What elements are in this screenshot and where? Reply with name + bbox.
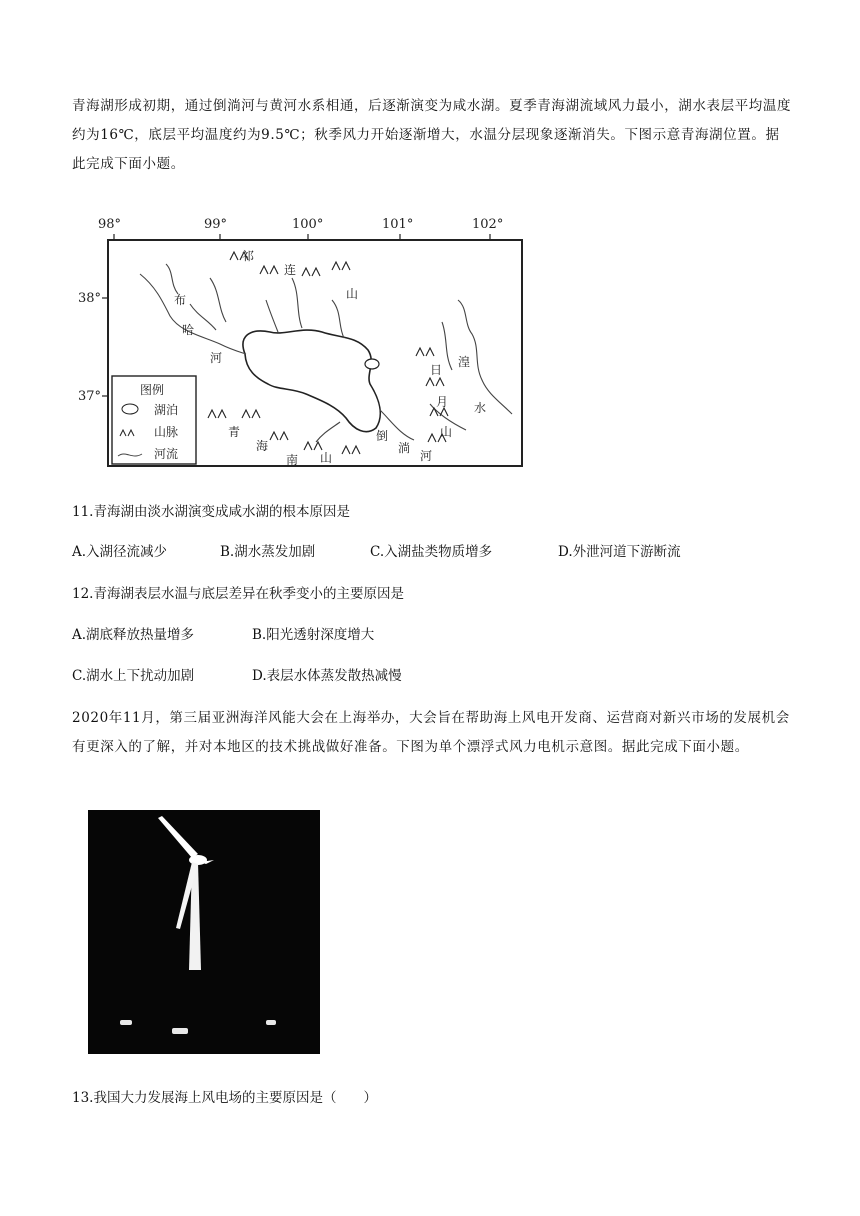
label-shui: 水 <box>474 401 487 415</box>
passage-offshore-wind: 2020年11月，第三届亚洲海洋风能大会在上海举办，大会旨在帮助海上风电开发商、运营商对新兴市场的发展机会有更深入的了解，并对本地区的技术挑战做好准备。下图为单个漂浮式风力电机示意图。据此完成下面小题。 <box>72 710 790 755</box>
label-lian: 连 <box>284 263 297 277</box>
label-yue: 月 <box>436 395 449 409</box>
label-nan: 南 <box>286 453 299 467</box>
option-12-b[interactable]: B.阳光透射深度增大 <box>252 627 375 643</box>
map-legend <box>112 376 196 464</box>
option-12-c[interactable]: C.湖水上下扰动加剧 <box>72 668 195 684</box>
label-huang: 湟 <box>458 355 471 369</box>
longitude-label: 98° <box>98 217 122 232</box>
legend-mountain: 山脉 <box>154 425 179 439</box>
label-ha: 哈 <box>182 323 195 337</box>
label-shan: 山 <box>346 287 359 301</box>
passage-qinghai-lake: 青海湖形成初期，通过倒淌河与黄河水系相通，后逐渐演变为咸水湖。夏季青海湖流域风力最小，湖水表层平均温度约为16℃，底层平均温度约为9.5℃；秋季风力开始逐渐增大，水温分层现象逐渐消失。下图示意青海湖位置。据此完成下面小题。 <box>72 98 792 172</box>
label-qi: 祁 <box>242 249 255 263</box>
label-he: 河 <box>210 351 223 365</box>
label-shan2: 山 <box>320 451 333 465</box>
question-11: 11.青海湖由淡水湖演变成咸水湖的根本原因是 <box>72 504 350 520</box>
latitude-label: 38° <box>78 291 102 306</box>
longitude-label: 100° <box>292 217 324 232</box>
longitude-label: 101° <box>382 217 414 232</box>
question-12: 12.青海湖表层水温与底层差异在秋季变小的主要原因是 <box>72 586 404 602</box>
float-platform <box>120 1020 132 1025</box>
float-platform <box>172 1028 188 1034</box>
option-12-d[interactable]: D.表层水体蒸发散热减慢 <box>252 668 402 684</box>
legend-river: 河流 <box>154 447 179 461</box>
option-12-a[interactable]: A.湖底释放热量增多 <box>72 627 195 643</box>
longitude-label: 102° <box>472 217 504 232</box>
label-he2: 河 <box>420 449 433 463</box>
legend-lake: 湖泊 <box>154 403 179 417</box>
option-11-d[interactable]: D.外泄河道下游断流 <box>558 544 681 560</box>
label-bu: 布 <box>174 293 187 307</box>
option-11-b[interactable]: B.湖水蒸发加剧 <box>220 544 316 560</box>
label-dao: 倒 <box>376 429 389 443</box>
question-13: 13.我国大力发展海上风电场的主要原因是（ ） <box>72 1090 377 1106</box>
label-ri: 日 <box>430 363 443 377</box>
latitude-label: 37° <box>78 389 102 404</box>
label-shan3: 山 <box>440 425 453 439</box>
longitude-label: 99° <box>204 217 228 232</box>
label-hai: 海 <box>256 439 269 453</box>
option-11-a[interactable]: A.入湖径流减少 <box>72 544 168 560</box>
float-platform <box>266 1020 276 1025</box>
turbine-drawing <box>88 810 320 1054</box>
qinghai-lake-map <box>70 204 530 474</box>
label-tang: 淌 <box>398 441 411 455</box>
option-11-c[interactable]: C.入湖盐类物质增多 <box>370 544 493 560</box>
legend-title: 图例 <box>140 383 165 397</box>
label-qing: 青 <box>228 425 241 439</box>
floating-wind-turbine-image <box>88 810 320 1054</box>
